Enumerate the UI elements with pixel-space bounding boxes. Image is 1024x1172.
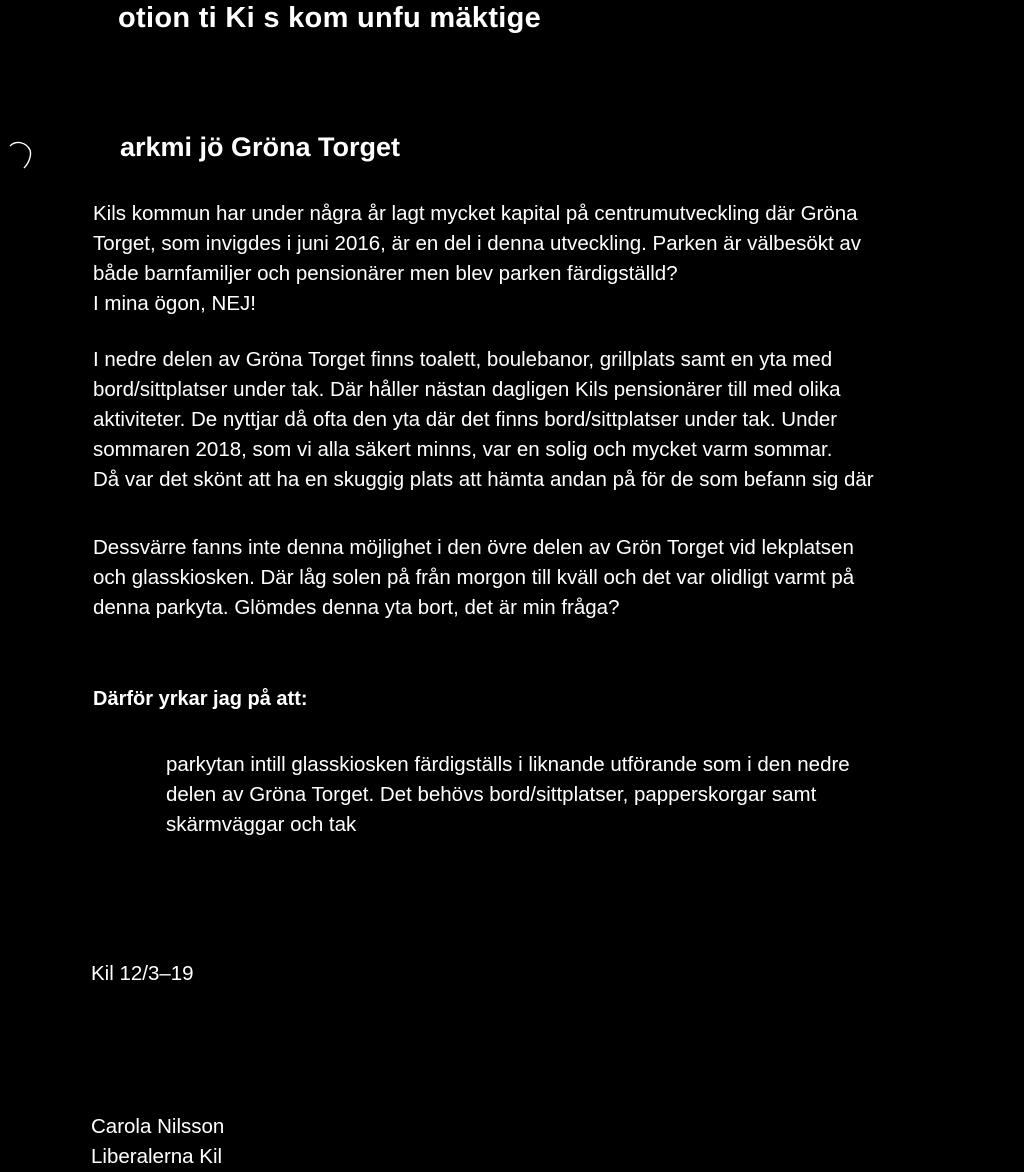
demand-line: skärmväggar och tak — [166, 813, 357, 836]
demand-line: delen av Gröna Torget. Det behövs bord/sittplatser, papperskorgar samt — [166, 783, 817, 806]
paragraph-line: bord/sittplatser under tak. Där håller nästan dagligen Kils pensionärer till med olika — [93, 378, 841, 401]
paragraph-line: I nedre delen av Gröna Torget finns toalett, boulebanor, grillplats samt en yta med — [93, 348, 833, 371]
paragraph-line: denna parkyta. Glömdes denna yta bort, det är min fråga? — [93, 596, 620, 619]
paragraph-line: I mina ögon, NEJ! — [93, 292, 256, 315]
paragraph-line: Dessvärre fanns inte denna möjlighet i den övre delen av Grön Torget vid lekplatsen — [93, 536, 854, 559]
motion-subtitle: arkmi jö Gröna Torget — [120, 132, 401, 162]
paragraph-line: Kils kommun har under några år lagt mycket kapital på centrumutveckling där Gröna — [93, 202, 858, 225]
demand-label: Därför yrkar jag på att: — [93, 688, 308, 710]
demand-line: parkytan intill glasskiosken färdigställs i liknande utförande som i den nedre — [166, 753, 850, 776]
paragraph-line: och glasskiosken. Där låg solen på från morgon till kväll och det var olidligt varmt på — [93, 566, 855, 589]
paragraph-line: Då var det skönt att ha en skuggig plats att hämta andan på för de som befann sig där — [93, 468, 874, 491]
paragraph-upper-park — [93, 533, 854, 623]
date-line: Kil 12/3–19 — [91, 962, 194, 985]
signature-party: Liberalerna Kil — [91, 1145, 223, 1168]
paragraph-intro — [93, 199, 861, 319]
paragraph-line: Torget, som invigdes i juni 2016, är en del i denna utveckling. Parken är välbesökt av — [93, 232, 862, 255]
scan-artifact-mark — [4, 136, 34, 170]
signature-block — [91, 1112, 224, 1172]
paragraph-line: både barnfamiljer och pensionärer men blev parken färdigställd? — [93, 262, 678, 285]
motion-title: otion ti Ki s kom unfu mäktige — [118, 2, 542, 34]
paragraph-line: aktiviteter. De nyttjar då ofta den yta där det finns bord/sittplatser under tak. Under — [93, 408, 838, 431]
signature-name: Carola Nilsson — [91, 1115, 225, 1138]
paragraph-line: sommaren 2018, som vi alla säkert minns, var en solig och mycket varm sommar. — [93, 438, 833, 461]
paragraph-lower-park — [93, 345, 874, 495]
demand-text — [166, 750, 850, 840]
